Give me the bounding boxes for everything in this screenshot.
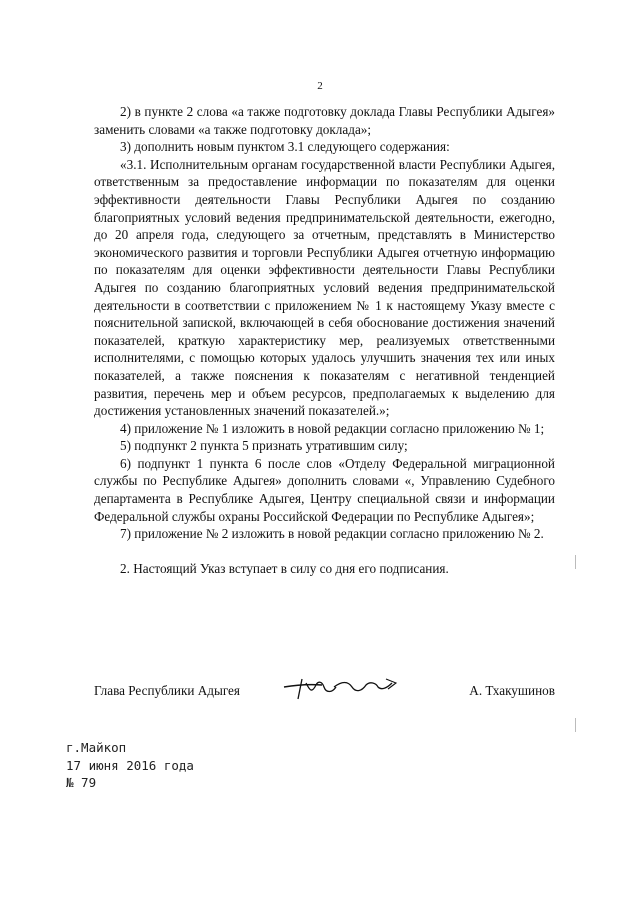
footer-city: г.Майкоп — [66, 740, 127, 755]
margin-mark — [575, 718, 576, 732]
margin-mark — [575, 555, 576, 569]
signatory-title: Глава Республики Адыгея — [94, 683, 240, 698]
signature-block — [94, 683, 555, 705]
paragraph-item-7: 7) приложение № 2 изложить в новой редакции согласно приложению № 2. — [120, 526, 544, 542]
document-footer — [66, 739, 194, 792]
paragraph-clause-3-1: «3.1. Исполнительным органам государственной власти Республики Адыгея, ответственным за предоставление информации по показателям для оценки эффективности деятельности Главы Республики Адыгея по созданию благоприятных условий ведения предпринимательской деятельности, ежегодно, до 20 апреля года, следующего за отчетным, представлять в Министерство экономического развития и торговли Республики Адыгея отчетную информацию по показателям для оценки эффективности деятельности Главы Республики Адыгея по созданию благоприятных условий ведения предпринимательской деятельности в соответствии с приложением № 1 к настоящему Указу вместе с пояснительной запиской, включающей в себя обоснование достижения значений показателей, краткую характеристику мер, реализуемых ответственными исполнителями, с помощью которых удалось улучшить значения тех или иных показателей, а также пояснения к показателям с негативной тенденцией развития, перечень мер и объем ресурсов, предполагаемых к выделению для достижения установленных значений показателей.»; — [94, 156, 555, 419]
document-body — [94, 103, 555, 577]
paragraph-item-4: 4) приложение № 1 изложить в новой редакции согласно приложению № 1; — [120, 420, 545, 436]
footer-date: 17 июня 2016 года — [66, 757, 194, 773]
paragraph-item-3: 3) дополнить новым пунктом 3.1 следующего содержания: — [120, 139, 450, 155]
paragraph-item-2: 2) в пункте 2 слова «а также подготовку доклада Главы Республики Адыгея» заменить словами «а также подготовку доклада»; — [94, 104, 555, 137]
signatory-name: А. Тхакушинов — [469, 683, 555, 698]
page-number: 2 — [317, 80, 323, 92]
paragraph-item-6: 6) подпункт 1 пункта 6 после слов «Отделу Федеральной миграционной службы по Республике Адыгея» дополнить словами «, Управлению Судебного департамента в Республике Адыгея, Центру специальной связи и информации Федеральной службы охраны Российской Федерации по Республике Адыгея»; — [94, 455, 555, 524]
footer-number: № 79 — [66, 775, 97, 790]
handwritten-signature — [282, 673, 402, 703]
closing-paragraph: 2. Настоящий Указ вступает в силу со дня его подписания. — [120, 560, 449, 576]
paragraph-item-5: 5) подпункт 2 пункта 5 признать утратившим силу; — [120, 438, 408, 454]
